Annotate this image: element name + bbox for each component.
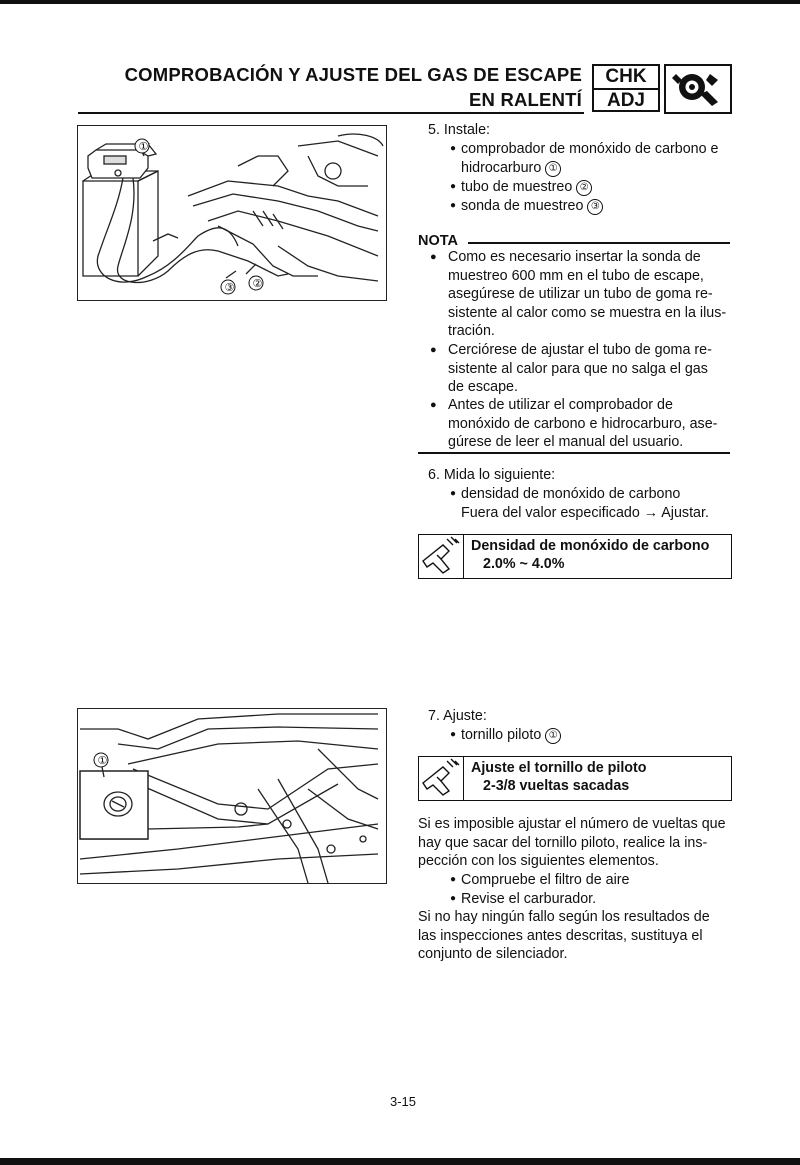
check-item-2: ● Revise el carburador. [461, 890, 596, 909]
title-underline [78, 112, 584, 114]
spec-pilot-screw [418, 756, 732, 801]
spec-1-value: 2.0% ~ 4.0% [483, 556, 565, 572]
nota-item-3: Antes de utilizar el comprobador de monóxido de carbono e hidrocarburo, ase- gúrese de leer el manual del usuario. [448, 397, 718, 451]
step-7-item: ● tornillo piloto ① [461, 726, 561, 745]
nota-top-rule [468, 242, 730, 244]
step-6-label: 6. Mida lo siguiente: [428, 467, 556, 483]
nota-bullet-2: ● [430, 344, 437, 356]
check-item-1: ● Compruebe el filtro de aire [461, 871, 629, 890]
step-5 [418, 121, 732, 221]
spec-2-value: 2-3/8 vueltas sacadas [483, 778, 630, 794]
spec-2-title: Ajuste el tornillo de piloto [471, 760, 647, 776]
chk-adj-badge [592, 64, 660, 112]
step-5-item-2: ● tubo de muestreo ② [461, 178, 592, 197]
spec-1-title: Densidad de monóxido de carbono [471, 538, 710, 554]
nota-item-1: Como es necesario insertar la sonda de muestreo 600 mm en el tubo de escape, asegúrese de utilizar un tubo de goma re- sistente al calor como se muestra en la ilus- tración. [448, 249, 727, 340]
badge-adj: ADJ [606, 90, 645, 111]
nota-box [418, 232, 732, 454]
figure-exhaust-tester [77, 125, 387, 301]
title-line-1: COMPROBACIÓN Y AJUSTE DEL GAS DE ESCAPE [124, 64, 582, 85]
step-6-note: Fuera del valor especificado → Ajustar. [461, 505, 709, 521]
page-number: 3-15 [389, 1094, 417, 1109]
paragraph-2: Si no hay ningún fallo según los resultados de las inspecciones antes descritas, sustituya el conjunto de silenciador. [418, 909, 710, 963]
bottom-border [0, 1158, 800, 1165]
step-5-item-1-cont: hidrocarburo ① [461, 159, 561, 178]
top-border [0, 0, 800, 4]
marker-3: ③ [587, 199, 603, 215]
step-7-label: 7. Ajuste: [428, 708, 487, 724]
step-5-item-3: ● sonda de muestreo ③ [461, 197, 603, 216]
marker-1: ① [545, 728, 561, 744]
instructions-paragraph [418, 815, 732, 965]
callout-1: ① [138, 140, 149, 153]
marker-2: ② [576, 180, 592, 196]
title-line-2: EN RALENTÍ [469, 89, 582, 110]
caliper-specification-icon [419, 535, 464, 578]
nota-bullet-1: ● [430, 251, 437, 263]
callout-3: ③ [224, 281, 235, 294]
spec-co-density [418, 534, 732, 579]
caliper-specification-icon [419, 757, 464, 800]
step-6-item: ● densidad de monóxido de carbono [461, 485, 680, 504]
wrench-inspection-icon [664, 64, 732, 114]
step-7 [418, 707, 732, 747]
nota-bottom-rule [418, 452, 730, 454]
callout-1: ① [97, 754, 108, 767]
step-6 [418, 466, 732, 526]
step-5-item-1: ● comprobador de monóxido de carbono e [461, 140, 719, 159]
nota-item-2: Cerciórese de ajustar el tubo de goma re- sistente al calor para que no salga el gas de escape. [448, 342, 712, 396]
nota-label: NOTA [418, 233, 459, 249]
nota-bullet-3: ● [430, 399, 437, 411]
callout-2: ② [252, 277, 263, 290]
figure-pilot-screw [77, 708, 387, 884]
marker-1: ① [545, 161, 561, 177]
badge-chk: CHK [605, 66, 647, 87]
step-5-label: 5. Instale: [428, 122, 490, 138]
page-title [125, 62, 582, 112]
paragraph-1: Si es imposible ajustar el número de vueltas que hay que sacar del tornillo piloto, realice la ins- pección con los siguientes elementos. [418, 816, 726, 870]
